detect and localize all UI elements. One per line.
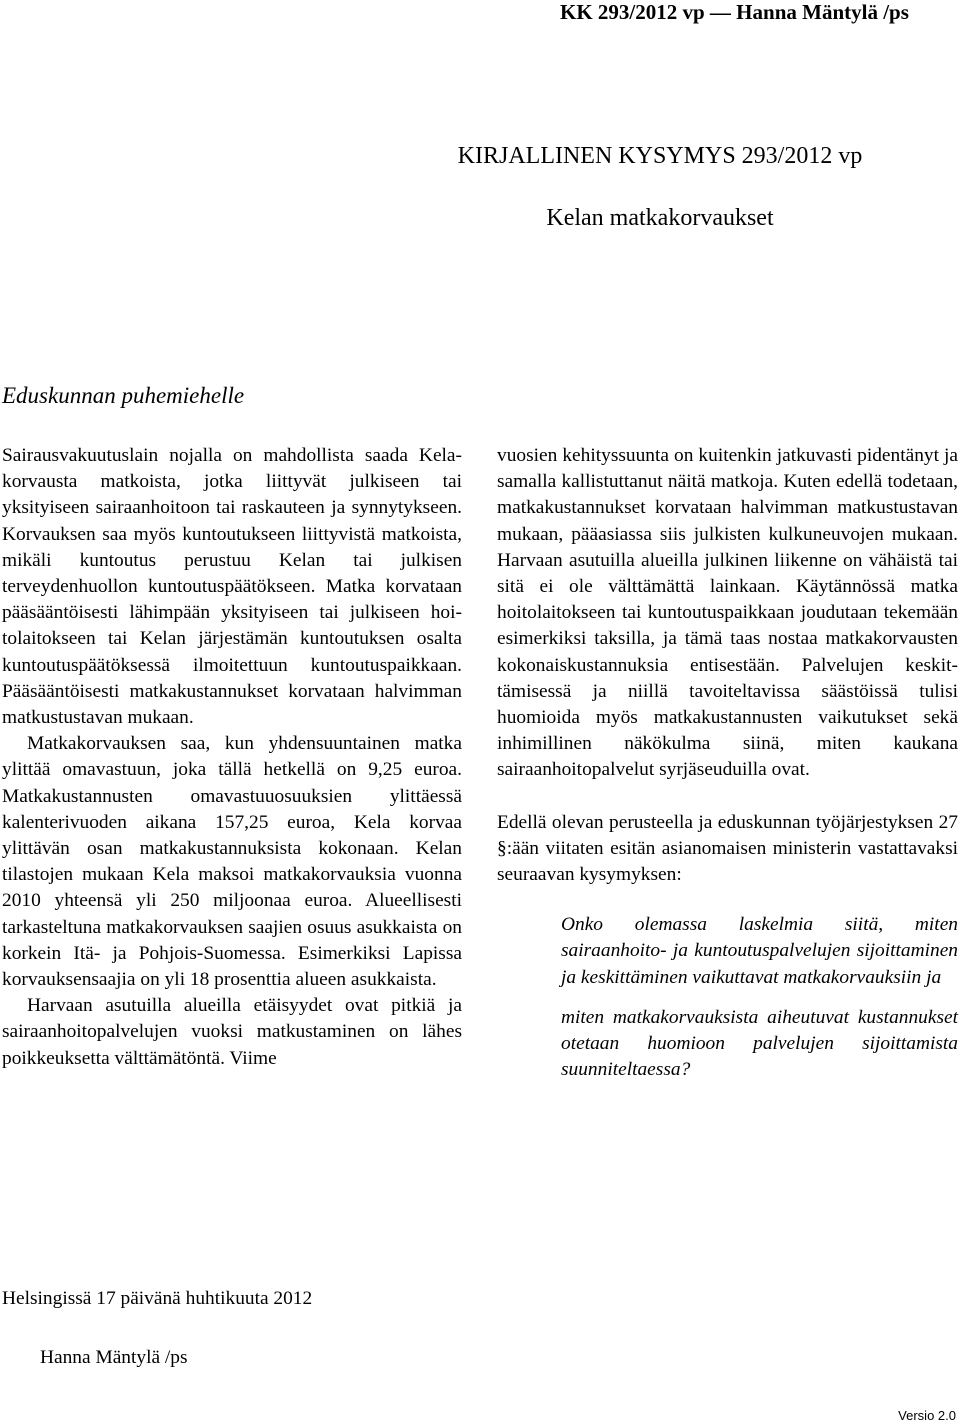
question-text: Onko olemassa laskelmia siitä, miten sairaanhoito- ja kuntoutuspalvelujen sijoittaminen ja keskittäminen vaikuttavat matkakorvauksiin ja [561,914,958,988]
paragraph: vuosien kehityssuunta on kuitenkin jatkuvasti pidentänyt ja samalla kallistuttanut näitä matkoja. Kuten edellä todetaan, matkakustannukset korvataan halvimman matkustustavan mukaan, pääasiassa siis julkisten kulkuneuvojen mukaan. Harvaan asutuilla alueilla julkinen liikenne on vähäistä tai sitä ei ole välttämättä lainkaan. Käytännössä matka hoitolaitokseen tai kuntoutuspaikkaan joudutaan tekemään esimerkiksi taksilla, ja tämä taas nostaa matkakorvausten kokonaiskustannuksia entisestään. Palvelujen keskittämisessä ja niillä tavoiteltavissa säästöissä tulisi huomioida myös matkakustannusten vaikutukset sekä inhimillinen näkökulma siinä, miten kaukana sairaanhoitopalvelut syrjäseuduilla ovat. [497,445,958,781]
signature: Hanna Mäntylä /ps [40,1347,188,1368]
place-date: Helsingissä 17 päivänä huhtikuuta 2012 [2,1288,313,1309]
paragraph: Sairausvakuutuslain nojalla on mahdollista saada Kela-korvausta matkoista, jotka liittyvät julkiseen tai yksityiseen sairaanhoitoon tai raskauteen ja synnytykseen. Korvauksen saa myös kuntoutukseen liittyvistä matkoista, mikäli kuntoutus perustuu Kelan tai julkisen terveydenhuollon kuntoutuspäätökseen. Matka korvataan pääsääntöisesti lähimpään yksityiseen tai julkiseen hoitolaitokseen tai Kelan järjestämän kuntoutuksen osalta kuntoutuspäätöksessä ilmoitettuun kuntoutuspaikkaan. Pääsääntöisesti matkakustannukset korvataan halvimman matkustustavan mukaan. [2,445,462,729]
paragraph: Harvaan asutuilla alueilla etäisyydet ovat pitkiä ja sairaanhoitopalvelujen vuoksi matkustaminen on lähes poikkeuksetta välttämätöntä. Viime [2,995,462,1069]
paragraph: Edellä olevan perusteella ja eduskunnan työjärjestyksen 27 §:ään viitaten esitän asianomaisen ministerin vastattavaksi seuraavan kysymyksen: [497,811,958,886]
question-text: miten matkakorvauksista aiheutuvat kustannukset otetaan huomioon palvelujen sijoittamista suunniteltaessa? [561,1006,958,1081]
left-column [2,443,462,1072]
document-header: KK 293/2012 vp — Hanna Mäntylä /ps [560,0,909,24]
document-title: KIRJALLINEN KYSYMYS 293/2012 vp [457,143,863,169]
version-label: Versio 2.0 [898,1408,956,1423]
paragraph: Matkakorvauksen saa, kun yhdensuuntainen matka ylittää omavastuun, joka tällä hetkellä on 9,25 euroa. Matkakustannusten omavastuuosuuksien ylittäessä kalenterivuoden aikana 157,25 euroa, Kela korvaa ylittävän osan matkakustannuksista kokonaan. Kelan tilastojen mukaan Kela maksoi matkakorvauksia vuonna 2010 yhteensä yli 250 miljoonaa euroa. Alueellisesti tarkasteltuna matkakorvauksen saajien osuus asukkaista on korkein Itä- ja Pohjois-Suomessa. Esimerkiksi Lapissa korvauksensaajia on yli 18 prosenttia alueen asukkaista. [2,733,462,991]
document-subtitle: Kelan matkakorvaukset [546,205,774,231]
salutation: Eduskunnan puhemiehelle [2,383,245,408]
right-column [497,443,958,1083]
